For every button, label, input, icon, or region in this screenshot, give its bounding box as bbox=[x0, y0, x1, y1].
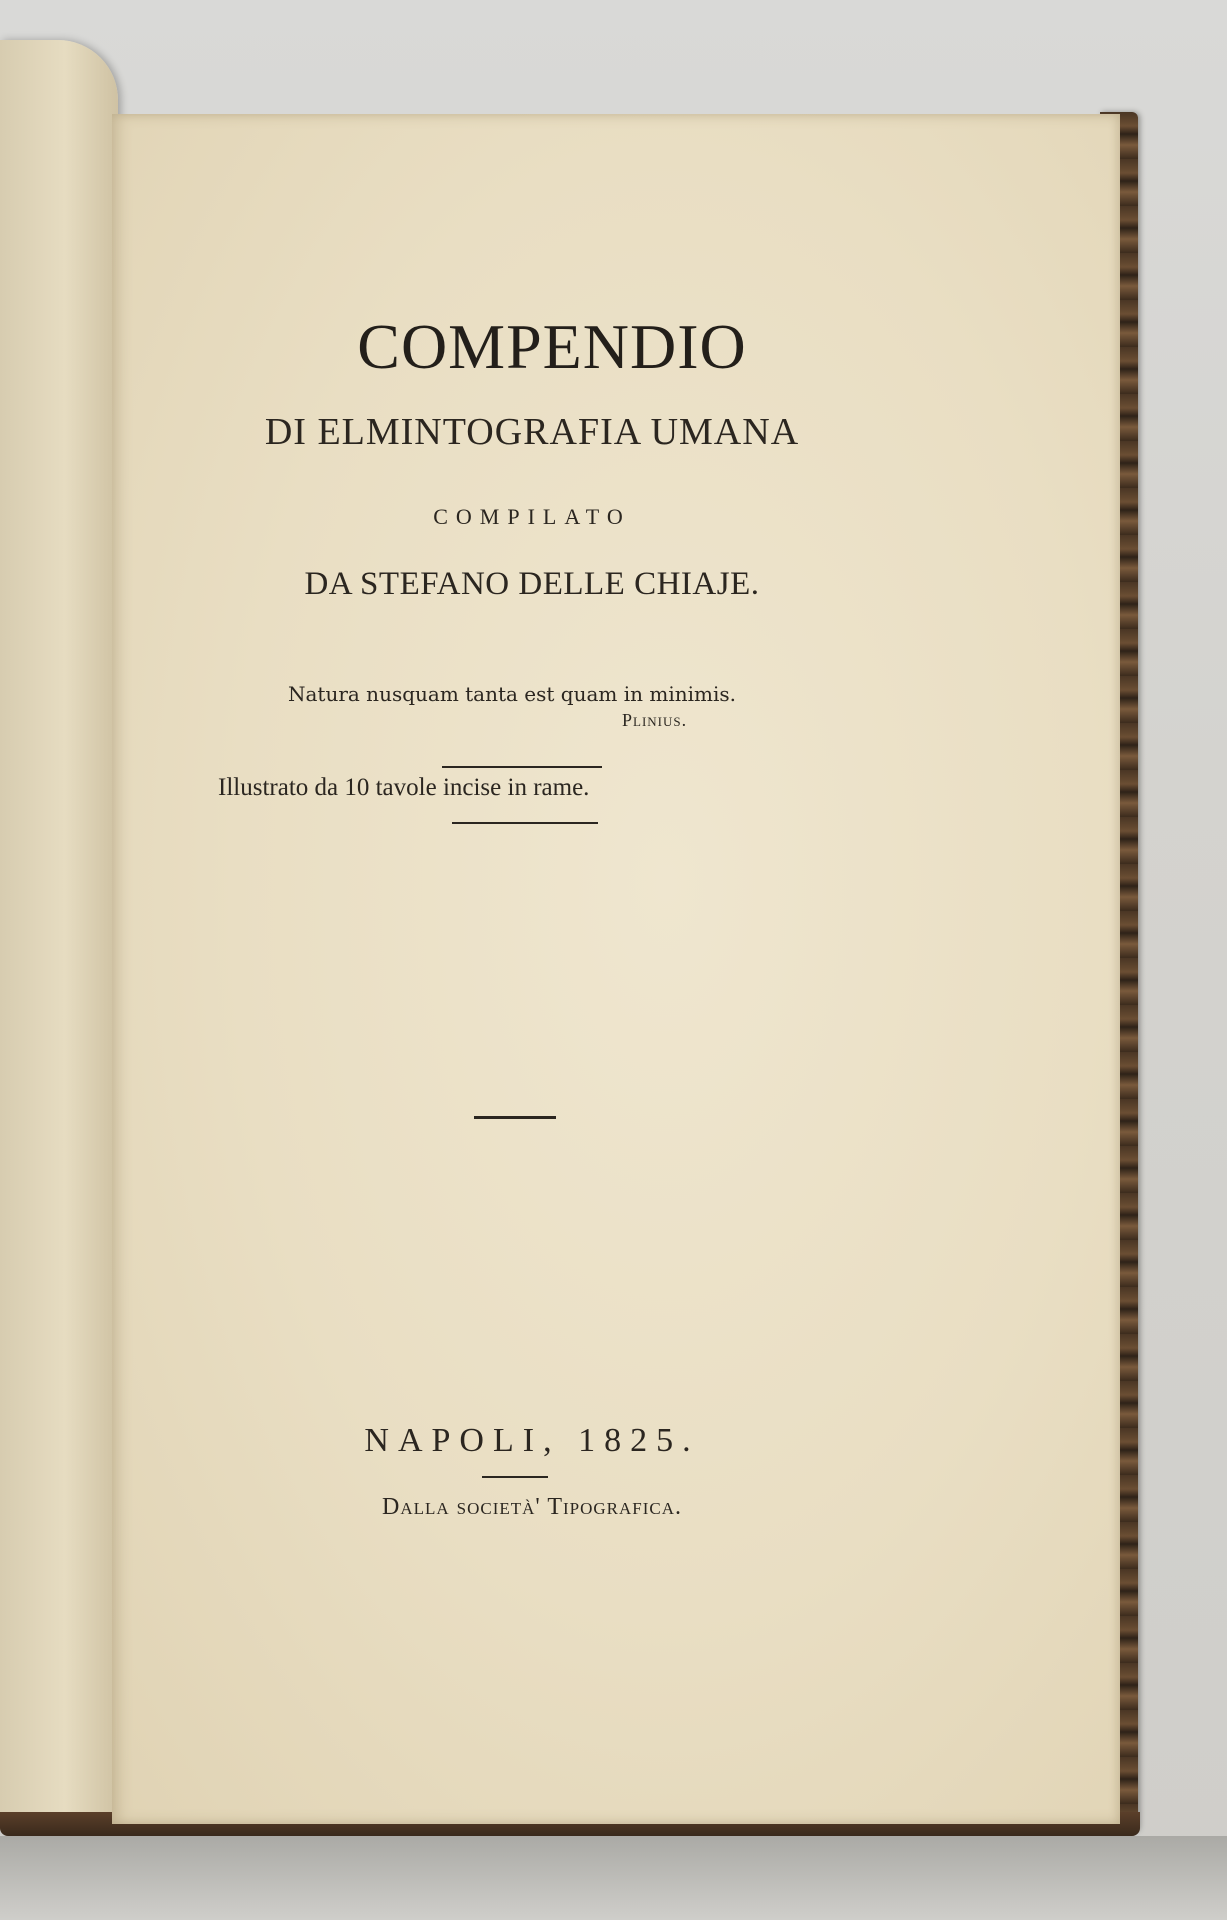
table-shadow bbox=[0, 1836, 1227, 1920]
epigraph-text: Natura nusquam tanta est quam in minimis. bbox=[288, 682, 736, 706]
book-subtitle: DI ELMINTOGRAFIA UMANA bbox=[264, 411, 800, 453]
epigraph-source: Plinius. bbox=[622, 710, 688, 730]
book-title: COMPENDIO bbox=[357, 311, 747, 382]
divider-rule-upper bbox=[442, 766, 602, 768]
imprint-publisher: Dalla società' Tipografica. bbox=[382, 1494, 682, 1520]
divider-rule-imprint bbox=[482, 1476, 548, 1478]
title-page bbox=[112, 114, 1120, 1824]
divider-rule-lower bbox=[452, 822, 598, 824]
imprint-place-date: NAPOLI, 1825. bbox=[364, 1422, 700, 1459]
author-line: DA STEFANO DELLE CHIAJE. bbox=[304, 566, 760, 602]
facing-page-edge bbox=[0, 40, 118, 1830]
compiled-label: COMPILATO bbox=[433, 504, 631, 529]
illustrations-note: Illustrato da 10 tavole incise in rame. bbox=[218, 774, 590, 801]
title-page-content bbox=[112, 114, 1120, 1824]
divider-rule-center bbox=[474, 1116, 556, 1119]
